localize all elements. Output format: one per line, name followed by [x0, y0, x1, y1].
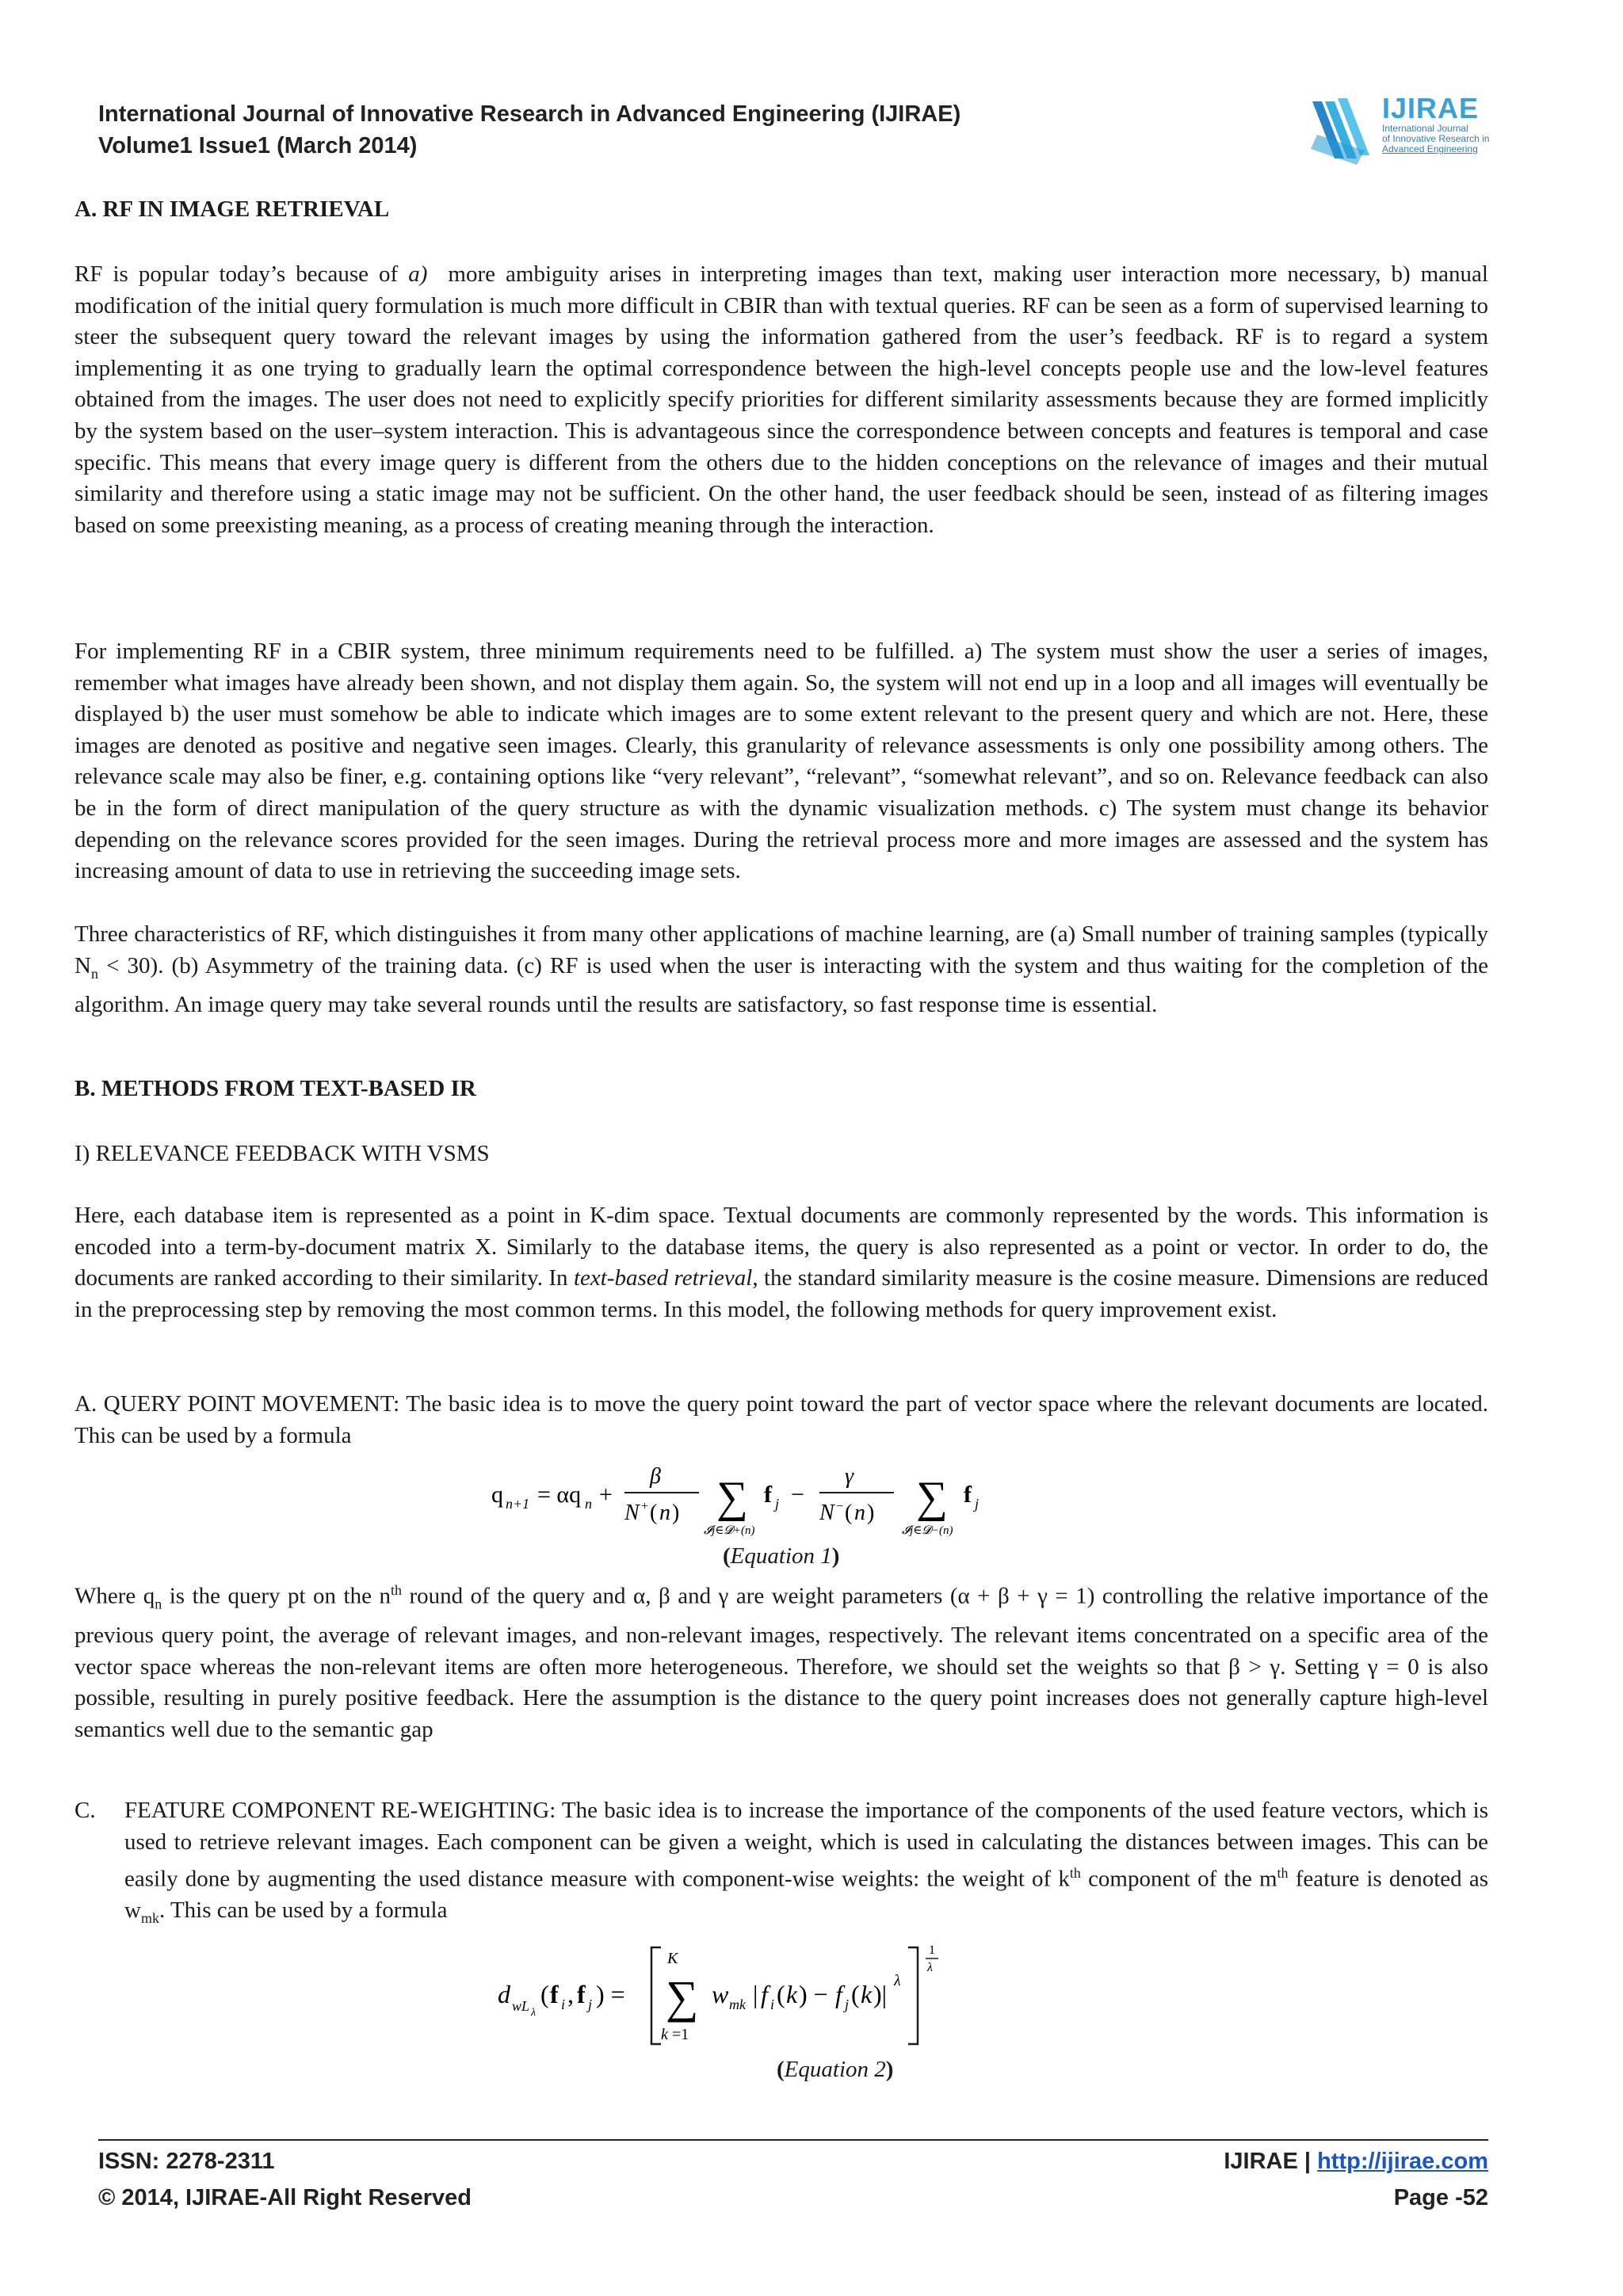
- svg-text:j: j: [975, 1496, 980, 1512]
- journal-header: [98, 98, 960, 162]
- svg-text:mk: mk: [729, 1997, 746, 2012]
- svg-text:λ: λ: [894, 1972, 901, 1989]
- svg-text:q: q: [491, 1482, 503, 1508]
- svg-text:n: n: [585, 1496, 592, 1512]
- equation-2-caption: (Equation 2): [777, 2057, 894, 2082]
- paragraph-characteristics: Three characteristics of RF, which distinguishes it from many other applications of machine learning, are (a) Small number of training samples (typically $N_n < 30$). (b) Asymmetry of the training data. (c) RF is used when the user is interacting with the system and thus waiting for the completion of the algorithm. An image query may take several rounds until the results are satisfactory, so fast response time is essential.: [74, 921, 1488, 1017]
- journal-title: International Journal of Innovative Research in Advanced Engineering (IJIRAE): [98, 101, 961, 127]
- svg-text:=1: =1: [672, 2026, 689, 2043]
- svg-text:+: +: [641, 1500, 649, 1513]
- svg-text:f: f: [761, 1980, 768, 2008]
- svg-text:N: N: [624, 1501, 640, 1525]
- svg-text:i: i: [770, 1997, 775, 2012]
- svg-text:j: j: [775, 1496, 780, 1512]
- logo-line-3: Advanced Engineering: [1382, 143, 1478, 154]
- svg-text:𝓘j∈𝓓−(n): 𝓘j∈𝓓−(n): [902, 1524, 953, 1537]
- logo-name: IJIRAE: [1382, 92, 1480, 124]
- svg-text:k: k: [661, 2026, 668, 2043]
- svg-text:f: f: [964, 1482, 972, 1508]
- svg-text:−: −: [791, 1482, 804, 1508]
- svg-text:= αq: = αq: [537, 1482, 582, 1508]
- equation-1-caption: (Equation 1): [723, 1543, 840, 1569]
- svg-text:β: β: [650, 1464, 661, 1489]
- svg-text:∑: ∑: [916, 1473, 948, 1522]
- logo-line-1: International Journal: [1382, 123, 1468, 134]
- svg-text:k: k: [861, 1980, 873, 2008]
- footer-issn: ISSN: 2278-2311: [98, 2149, 275, 2174]
- svg-text:λ: λ: [531, 2007, 537, 2019]
- svg-text:f: f: [835, 1980, 842, 2008]
- paragraph-requirements: For implementing RF in a CBIR system, three minimum requirements need to be fulfilled. a) The system must show the user a series of images, remember what images have already been shown, and not display them again. So, the system will not end up in a loop and all images will eventually be displayed b) the user must somehow be able to indicate which images are to some extent relevant to the present query and which are not. Here, these images are denoted as positive and negative seen images. Clearly, this granularity of relevance assessments is only one possibility among others. The relevance scale may also be finer, e.g. containing options like “very relevant”, “relevant”, “somewhat relevant”, and so on. Relevance feedback can also be in the form of direct manipulation of the query structure as with the dynamic visualization methods. c) The system must change its behavior depending on the relevance scores provided for the seen images. During the retrieval process more and more images are assessed and the system has increasing amount of data to use in retrieving the succeeding image sets.: [74, 639, 1488, 884]
- section-a-heading: A. RF IN IMAGE RETRIEVAL: [74, 196, 390, 222]
- svg-text:n: n: [854, 1501, 865, 1525]
- svg-text:𝓘j∈𝓓+(n): 𝓘j∈𝓓+(n): [704, 1524, 755, 1537]
- journal-volume: Volume1 Issue1 (March 2014): [98, 133, 418, 158]
- ijirae-website-link[interactable]: http://ijirae.com: [1317, 2149, 1488, 2174]
- svg-text:n: n: [659, 1501, 670, 1525]
- section-b-heading: B. METHODS FROM TEXT-BASED IR: [74, 1076, 476, 1101]
- paragraph-rf-overview: RF is popular today’s because of a) more ambiguity arises in interpreting images than text, making user interaction more necessary, b) manual modification of the initial query formulation is much more difficult in CBIR than with textual queries. RF can be seen as a form of supervised learning to steer the subsequent query toward the relevant images by using the information gathered from the user’s feedback. RF is to regard a system implementing it as one trying to gradually learn the optimal correspondence between the high-level concepts people use and the low-level features obtained from the images. The user does not need to explicitly specify priorities for different similarity assessments because they are formed implicitly by the system based on the user–system interaction. This is advantageous since the correspondence between concepts and features is temporal and case specific. This means that every image query is different from the others due to the hidden conceptions on the relevance of images and their mutual similarity and therefore using a static image may not be sufficient. On the other hand, the user feedback should be seen, instead of as filtering images based on some preexisting meaning, as a process of creating meaning through the interaction.: [74, 261, 1488, 538]
- svg-text:) =: ) =: [596, 1980, 625, 2008]
- svg-text:j: j: [845, 1997, 850, 2012]
- subsection-heading: I) RELEVANCE FEEDBACK WITH VSMS: [74, 1141, 490, 1166]
- svg-text:(: (: [650, 1501, 658, 1525]
- svg-text:): ): [672, 1501, 680, 1525]
- svg-text:w: w: [712, 1980, 729, 2008]
- svg-text:(: (: [540, 1980, 549, 2008]
- svg-text:) −: ) −: [799, 1980, 828, 2008]
- svg-text:(: (: [777, 1980, 785, 2008]
- equation-2: [498, 1933, 1100, 2052]
- svg-text:∑: ∑: [666, 1971, 699, 2023]
- equation-1: [491, 1456, 1094, 1543]
- svg-text:f: f: [550, 1980, 559, 2008]
- svg-text:i: i: [561, 1997, 566, 2012]
- svg-text:)|: )|: [873, 1980, 888, 2008]
- paragraph-vsm: Here, each database item is represented as a point in K-dim space. Textual documents are commonly represented by the words. This information is encoded into a term-by-document matrix X. Similarly to the database items, the query is also represented as a point or vector. In order to do, the documents are ranked according to their similarity. In text-based retrieval, the standard similarity measure is the cosine measure. Dimensions are reduced in the preprocessing step by removing the most common terms. In this model, the following methods for query improvement exist.: [74, 1203, 1489, 1322]
- svg-text:−: −: [836, 1500, 844, 1513]
- svg-text:+: +: [599, 1482, 613, 1508]
- svg-text:(: (: [845, 1501, 853, 1525]
- svg-text:λ: λ: [927, 1961, 933, 1974]
- svg-text:): ): [867, 1501, 875, 1525]
- svg-text:j: j: [588, 1997, 593, 2012]
- svg-text:n+1: n+1: [506, 1496, 530, 1512]
- svg-text:γ: γ: [845, 1464, 854, 1489]
- logo-mark-icon: [1309, 95, 1381, 168]
- svg-text:|: |: [753, 1980, 758, 2008]
- list-label-c: C.: [74, 1798, 96, 1823]
- svg-text:N: N: [819, 1501, 834, 1525]
- svg-text:f: f: [764, 1482, 772, 1508]
- svg-text:,: ,: [567, 1980, 574, 2008]
- paragraph-feature-reweighting: FEATURE COMPONENT RE-WEIGHTING: The basic idea is to increase the importance of the components of the used feature vectors, which is used to retrieve relevant images. Each component can be given a weight, which is used in calculating the distances between images. This can be easily done by augmenting the used distance measure with component-wise weights: the weight of $k^{th}$ component of the $m^{th}$ feature is denoted as $w_{mk}$. This can be used by a formula: [124, 1798, 1488, 1927]
- footer-divider: [98, 2139, 1488, 2141]
- ijirae-logo: [1309, 93, 1491, 168]
- svg-text:d: d: [498, 1980, 510, 2008]
- paragraph-query-point-movement: A. QUERY POINT MOVEMENT: The basic idea is to move the query point toward the part of vector space where the relevant documents are located. This can be used by a formula: [74, 1391, 1488, 1448]
- paragraph-equation-1-explanation: Where $q_n$ is the query pt on the $n^{th}$ round of the query and α, β and γ are weight parameters (α + β + γ = 1) controlling the relative importance of the previous query point, the average of relevant images, and non-relevant images, respectively. The relevant items concentrated on a specific area of the vector space whereas the non-relevant items are often more heterogeneous. Therefore, we should set the weights so that β > γ. Setting γ = 0 is also possible, resulting in purely positive feedback. Here the assumption is the distance to the query point increases does not generally capture high-level semantics well due to the semantic gap: [74, 1582, 1488, 1742]
- svg-text:(: (: [851, 1980, 860, 2008]
- footer-copyright: © 2014, IJIRAE-All Right Reserved: [98, 2185, 472, 2210]
- svg-text:∑: ∑: [716, 1473, 748, 1522]
- svg-text:K: K: [667, 1950, 678, 1967]
- footer-brand-link: IJIRAE | http://ijirae.com: [1224, 2149, 1488, 2174]
- svg-text:f: f: [577, 1980, 586, 2008]
- svg-text:1: 1: [929, 1943, 935, 1957]
- svg-text:k: k: [786, 1980, 798, 2008]
- logo-line-2: of Innovative Research in: [1382, 133, 1490, 144]
- footer-page-number: Page -52: [1393, 2185, 1488, 2210]
- svg-text:wL: wL: [512, 1998, 530, 2014]
